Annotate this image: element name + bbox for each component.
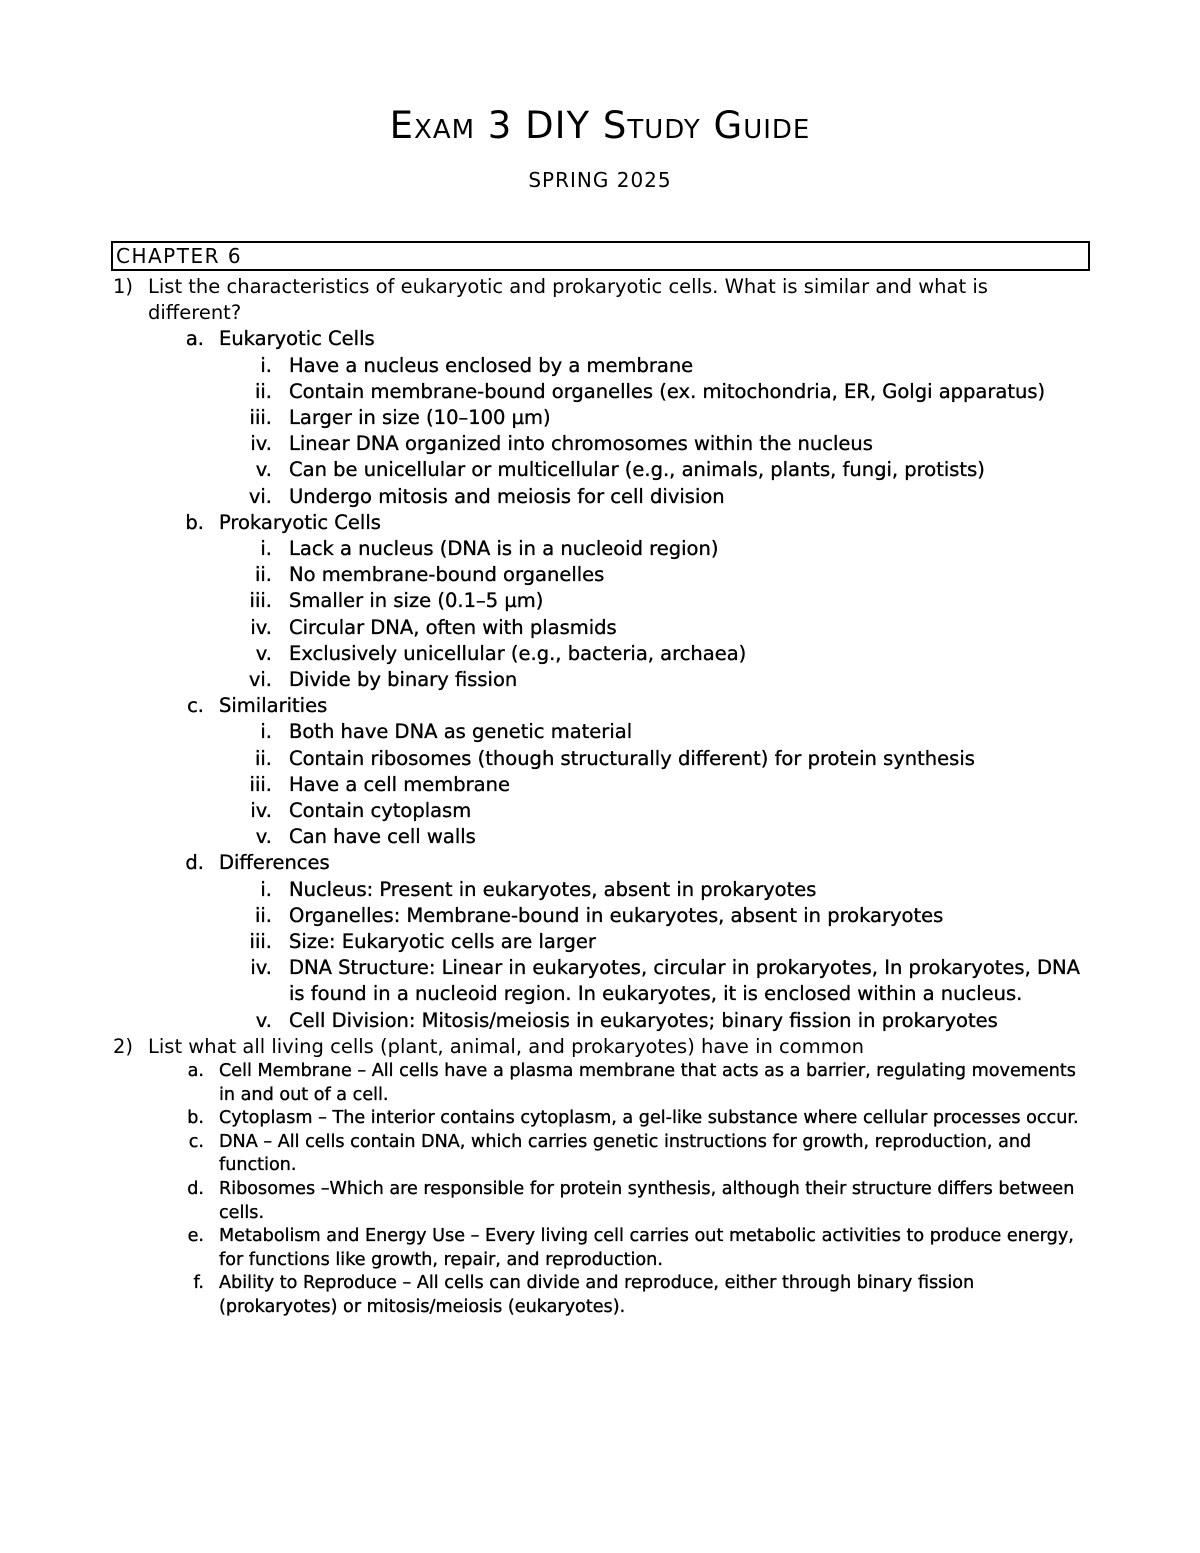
list-item-text: Metabolism and Energy Use – Every living cell carries out metabolic activities to produce energy, for functions like growth, repair, and reproduction. bbox=[219, 1226, 1074, 1270]
list-item-text: Can have cell walls bbox=[289, 825, 476, 849]
section-label: Eukaryotic Cells bbox=[219, 327, 375, 351]
list-marker: d. bbox=[187, 1179, 204, 1200]
list-item-text: Ability to Reproduce – All cells can divide and reproduce, either through binary fission (prokaryotes) or mitosis/meiosis (eukaryotes). bbox=[219, 1273, 975, 1318]
list-item-text: Both have DNA as genetic material bbox=[289, 720, 633, 744]
list-item bbox=[0, 955, 1200, 1007]
list-item bbox=[0, 1060, 1200, 1107]
list-marker: f. bbox=[193, 1273, 204, 1294]
list-item bbox=[0, 1272, 1200, 1319]
page-subtitle: SPRING 2025 bbox=[528, 168, 672, 192]
list-item bbox=[0, 667, 1200, 693]
section-heading bbox=[0, 850, 1200, 876]
list-item bbox=[0, 588, 1200, 614]
list-item bbox=[0, 562, 1200, 588]
list-item-text: Organelles: Membrane-bound in eukaryotes, absent in prokaryotes bbox=[289, 903, 944, 927]
list-item bbox=[0, 353, 1200, 379]
list-item-text: Larger in size (10–100 µm) bbox=[289, 406, 551, 430]
list-item bbox=[0, 772, 1200, 798]
question-2 bbox=[0, 1034, 1200, 1060]
list-item bbox=[0, 746, 1200, 772]
list-item bbox=[0, 431, 1200, 457]
list-item-text: Linear DNA organized into chromosomes within the nucleus bbox=[289, 432, 873, 456]
question-text: List what all living cells (plant, animal, and prokaryotes) have in common bbox=[148, 1034, 864, 1058]
list-item-text: DNA Structure: Linear in eukaryotes, circular in prokaryotes, In prokaryotes, DNA is found in a nucleoid region. In eukaryotes, it is enclosed within a nucleus. bbox=[289, 956, 1080, 1006]
list-item-text: Contain cytoplasm bbox=[289, 799, 472, 823]
list-item bbox=[0, 484, 1200, 510]
list-item bbox=[0, 457, 1200, 483]
list-item bbox=[0, 405, 1200, 431]
list-item-text: Have a cell membrane bbox=[289, 772, 510, 796]
section-heading bbox=[0, 693, 1200, 719]
list-item bbox=[0, 615, 1200, 641]
list-item bbox=[0, 929, 1200, 955]
list-marker: i. bbox=[260, 877, 272, 901]
section-label: Similarities bbox=[219, 694, 328, 718]
list-item-text: No membrane-bound organelles bbox=[289, 563, 605, 587]
list-marker: v. bbox=[255, 1008, 272, 1032]
list-item bbox=[0, 824, 1200, 850]
list-marker: iv. bbox=[250, 799, 272, 823]
list-item bbox=[0, 903, 1200, 929]
list-item-text: Smaller in size (0.1–5 µm) bbox=[289, 589, 544, 613]
list-marker: b. bbox=[185, 510, 204, 534]
list-marker: b. bbox=[187, 1108, 204, 1129]
list-marker: ii. bbox=[254, 379, 272, 403]
list-marker: c. bbox=[188, 1131, 204, 1152]
list-item-text: Undergo mitosis and meiosis for cell division bbox=[289, 484, 725, 508]
list-marker: iii. bbox=[249, 930, 272, 954]
question-1 bbox=[0, 274, 1200, 326]
section-label: Prokaryotic Cells bbox=[219, 510, 381, 534]
section-heading bbox=[0, 510, 1200, 536]
list-marker: iii. bbox=[249, 406, 272, 430]
list-marker: a. bbox=[187, 1061, 204, 1082]
list-item-text: Divide by binary fission bbox=[289, 668, 518, 692]
list-item-text: Cell Division: Mitosis/meiosis in eukaryotes; binary fission in prokaryotes bbox=[289, 1008, 998, 1032]
list-item bbox=[0, 1107, 1200, 1131]
question-text: List the characteristics of eukaryotic and prokaryotic cells. What is similar and what is different? bbox=[148, 275, 988, 325]
list-marker: i. bbox=[260, 537, 272, 561]
list-item bbox=[0, 641, 1200, 667]
list-marker: c. bbox=[187, 694, 204, 718]
list-marker: a. bbox=[185, 327, 204, 351]
list-item-text: Nucleus: Present in eukaryotes, absent in prokaryotes bbox=[289, 877, 817, 901]
list-item bbox=[0, 1225, 1200, 1272]
list-marker: d. bbox=[185, 851, 204, 875]
list-item bbox=[0, 1008, 1200, 1034]
list-item-text: Cytoplasm – The interior contains cytoplasm, a gel-like substance where cellular processes occur. bbox=[219, 1108, 1079, 1129]
list-marker: i. bbox=[260, 720, 272, 744]
list-marker: vi. bbox=[248, 484, 272, 508]
list-item-text: Circular DNA, often with plasmids bbox=[289, 615, 617, 639]
list-item-text: Contain membrane-bound organelles (ex. mitochondria, ER, Golgi apparatus) bbox=[289, 379, 1046, 403]
list-marker: v. bbox=[255, 641, 272, 665]
page-title: Exam 3 DIY Study Guide bbox=[389, 104, 811, 147]
list-item-text: Exclusively unicellular (e.g., bacteria, archaea) bbox=[289, 641, 747, 665]
list-marker: i. bbox=[260, 353, 272, 377]
list-marker: iii. bbox=[249, 589, 272, 613]
document-body bbox=[0, 274, 1200, 1320]
list-item-text: Have a nucleus enclosed by a membrane bbox=[289, 353, 694, 377]
question-number: 1) bbox=[113, 275, 134, 298]
list-item-text: Cell Membrane – All cells have a plasma membrane that acts as a barrier, regulating movements in and out of a cell. bbox=[219, 1061, 1076, 1105]
section-label: Differences bbox=[219, 851, 330, 875]
list-marker: iv. bbox=[250, 432, 272, 456]
list-item-text: DNA – All cells contain DNA, which carries genetic instructions for growth, reproduction, and function. bbox=[219, 1131, 1032, 1176]
list-item-text: Can be unicellular or multicellular (e.g., animals, plants, fungi, protists) bbox=[289, 458, 985, 482]
list-marker: v. bbox=[255, 458, 272, 482]
list-item bbox=[0, 379, 1200, 405]
list-item-text: Contain ribosomes (though structurally different) for protein synthesis bbox=[289, 746, 975, 770]
list-marker: iii. bbox=[249, 772, 272, 796]
list-marker: ii. bbox=[254, 746, 272, 770]
list-item bbox=[0, 1178, 1200, 1225]
list-marker: iv. bbox=[250, 956, 272, 980]
list-item-text: Ribosomes –Which are responsible for protein synthesis, although their structure differs between cells. bbox=[219, 1179, 1075, 1223]
list-marker: vi. bbox=[248, 668, 272, 692]
list-item bbox=[0, 536, 1200, 562]
list-item bbox=[0, 798, 1200, 824]
list-item-text: Lack a nucleus (DNA is in a nucleoid region) bbox=[289, 537, 719, 561]
question-number: 2) bbox=[113, 1034, 134, 1058]
list-marker: iv. bbox=[250, 615, 272, 639]
list-item-text: Size: Eukaryotic cells are larger bbox=[289, 930, 596, 954]
list-marker: e. bbox=[187, 1226, 204, 1247]
list-item bbox=[0, 1131, 1200, 1178]
list-marker: ii. bbox=[254, 903, 272, 927]
list-item bbox=[0, 719, 1200, 745]
chapter-heading: CHAPTER 6 bbox=[111, 241, 1090, 271]
section-heading bbox=[0, 326, 1200, 352]
list-marker: v. bbox=[255, 825, 272, 849]
list-marker: ii. bbox=[254, 563, 272, 587]
list-item bbox=[0, 877, 1200, 903]
